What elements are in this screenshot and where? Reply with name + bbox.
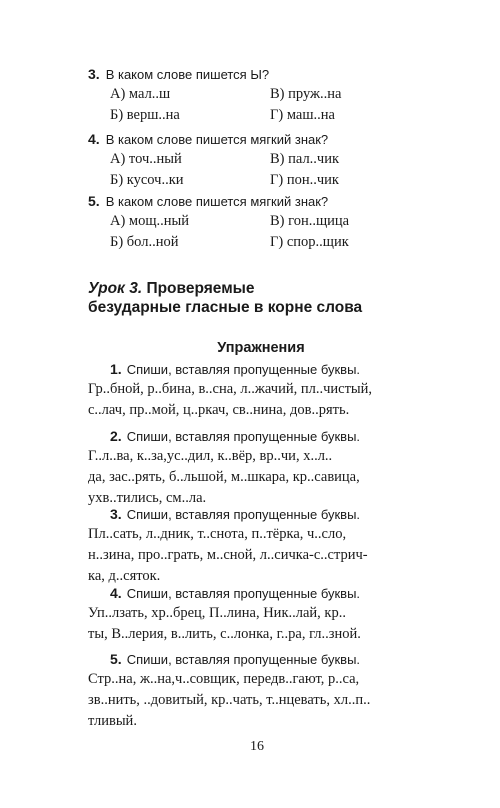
exercise-2 xyxy=(88,427,424,509)
exercise-5 xyxy=(88,650,424,732)
question-number: 4. xyxy=(88,131,100,147)
test-question-3 xyxy=(88,66,428,127)
exercise-number: 3. xyxy=(110,506,122,522)
question-text xyxy=(88,193,428,210)
question-prompt: В каком слове пишется мягкий знак? xyxy=(105,194,329,209)
instruction-text: Спиши, вставляя пропущенные буквы. xyxy=(126,429,361,444)
option-g: Г) пон..чик xyxy=(270,172,339,188)
exercise-line: Стр..на, ж..на,ч..совщик, передв..гают, р..са, xyxy=(88,671,360,687)
exercise-line: Уп..лзать, хр..брец, П..лина, Ник..лай, кр.. xyxy=(88,605,346,621)
option-a: А) мал..ш xyxy=(110,86,171,102)
exercise-instruction xyxy=(88,427,424,446)
exercise-instruction xyxy=(88,584,424,603)
exercise-3 xyxy=(88,505,424,587)
exercise-number: 5. xyxy=(110,651,122,667)
exercise-number: 2. xyxy=(110,428,122,444)
page-number: 16 xyxy=(250,739,264,754)
instruction-text: Спиши, вставляя пропущенные буквы. xyxy=(126,652,361,667)
question-number: 5. xyxy=(88,193,100,209)
answer-options xyxy=(88,83,428,127)
exercise-text xyxy=(88,603,424,645)
instruction-text: Спиши, вставляя пропущенные буквы. xyxy=(126,507,361,522)
lesson-label: Урок 3. xyxy=(88,280,143,297)
exercise-instruction xyxy=(88,360,424,379)
exercise-line: с..лач, пр..мой, ц..ркач, св..нина, дов..рять. xyxy=(88,402,350,418)
exercise-line: да, зас..рять, б..льшой, м..шкара, кр..савица, xyxy=(88,469,360,485)
question-text xyxy=(88,66,428,83)
lesson-title-line-1 xyxy=(88,279,428,298)
exercise-line: ты, В..лерия, в..лить, с..лонка, г..ра, гл..зной. xyxy=(88,626,361,642)
exercise-line: Г..л..ва, к..за,ус..дил, к..вёр, вр..чи, х..л.. xyxy=(88,448,333,464)
exercise-line: Гр..бной, р..бина, в..сна, л..жачий, пл..чистый, xyxy=(88,381,373,397)
option-g: Г) маш..на xyxy=(270,107,335,123)
exercise-1 xyxy=(88,360,424,421)
answer-options xyxy=(88,148,428,192)
instruction-text: Спиши, вставляя пропущенные буквы. xyxy=(126,362,361,377)
exercise-line: ухв..тились, см..ла. xyxy=(88,490,207,506)
option-a: А) точ..ный xyxy=(110,151,182,167)
exercise-line: Пл..сать, л..дник, т..снота, п..тёрка, ч..сло, xyxy=(88,526,347,542)
exercise-4 xyxy=(88,584,424,645)
question-prompt: В каком слове пишется Ы? xyxy=(105,67,270,82)
test-question-5 xyxy=(88,193,428,254)
lesson-title-part-1: Проверяемые xyxy=(146,280,255,297)
exercise-text xyxy=(88,379,424,421)
exercise-line: тливый. xyxy=(88,713,137,729)
exercise-text xyxy=(88,669,424,732)
exercise-line: ка, д..сяток. xyxy=(88,568,161,584)
question-prompt: В каком слове пишется мягкий знак? xyxy=(105,132,329,147)
exercise-line: зв..нить, ..довитый, кр..чать, т..нцевать, хл..п.. xyxy=(88,692,371,708)
option-b: Б) бол..ной xyxy=(110,234,179,250)
option-g: Г) спор..щик xyxy=(270,234,349,250)
option-b: Б) верш..на xyxy=(110,107,180,123)
answer-options xyxy=(88,210,428,254)
exercise-text xyxy=(88,446,424,509)
option-v: В) пруж..на xyxy=(270,86,342,102)
lesson-title-line-2: безударные гласные в корне слова xyxy=(88,299,363,316)
question-number: 3. xyxy=(88,66,100,82)
exercise-instruction xyxy=(88,650,424,669)
exercise-number: 4. xyxy=(110,585,122,601)
exercise-number: 1. xyxy=(110,361,122,377)
exercises-heading: Упражнения xyxy=(217,340,305,356)
instruction-text: Спиши, вставляя пропущенные буквы. xyxy=(126,586,361,601)
option-v: В) пал..чик xyxy=(270,151,340,167)
option-b: Б) кусоч..ки xyxy=(110,172,184,188)
exercise-text xyxy=(88,524,424,587)
test-question-4 xyxy=(88,131,428,192)
option-a: А) мощ..ный xyxy=(110,213,190,229)
exercise-line: н..зина, про..грать, м..сной, л..сичка-с..стрич- xyxy=(88,547,368,563)
option-v: В) гон..щица xyxy=(270,213,350,229)
lesson-heading xyxy=(88,279,428,317)
question-text xyxy=(88,131,428,148)
exercise-instruction xyxy=(88,505,424,524)
